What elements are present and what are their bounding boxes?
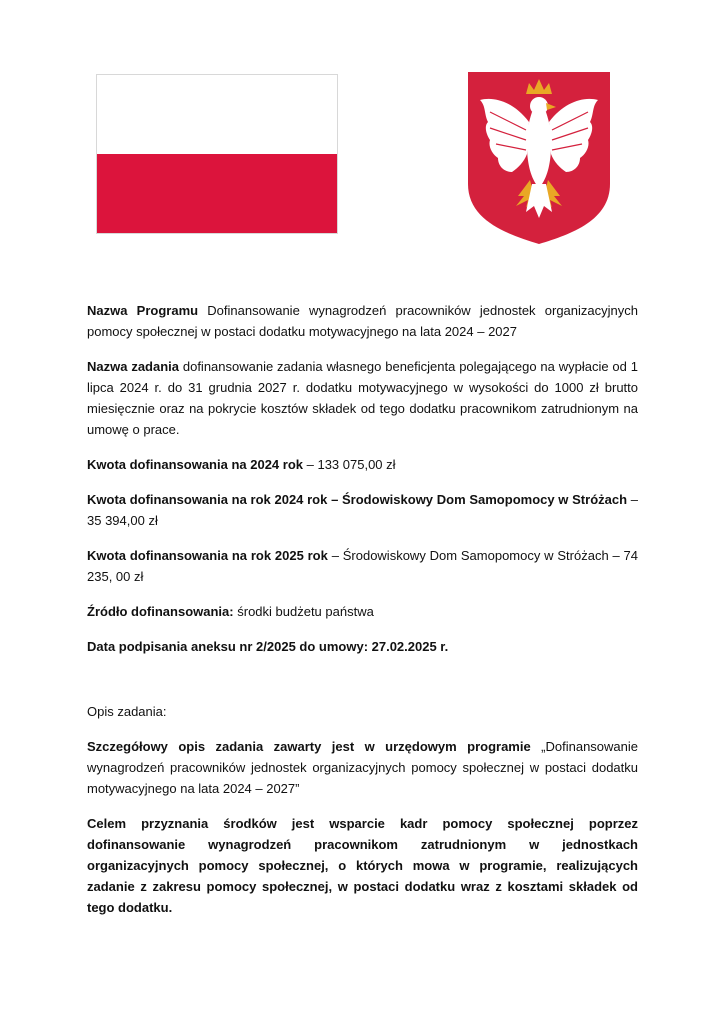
funding-source-paragraph	[87, 601, 638, 622]
funding-2025-sds-paragraph	[87, 545, 638, 587]
task-name-label: Nazwa zadania	[87, 359, 179, 374]
annex-date-paragraph	[87, 636, 638, 657]
funding-2024-sds-label: Kwota dofinansowania na rok 2024 rok – Środowiskowy Dom Samopomocy w Stróżach	[87, 492, 628, 507]
flag-red-stripe	[97, 154, 337, 233]
document-body	[87, 300, 638, 932]
annex-date: Data podpisania aneksu nr 2/2025 do umowy: 27.02.2025 r.	[87, 639, 449, 654]
funding-2025-sds-label: Kwota dofinansowania na rok 2025 rok	[87, 548, 328, 563]
description-goal: Celem przyznania środków jest wsparcie kadr pomocy społecznej poprzez dofinansowanie wynagrodzeń pracownikom zatrudnionym w jednostkach organizacyjnych pomocy społecznej, o których mowa w programie, realizujących zadanie z zakresu pomocy społecznej, w postaci dodatku wraz z kosztami składek od tego dodatku.	[87, 816, 638, 915]
polish-eagle-emblem-icon	[468, 72, 610, 244]
funding-2024-sds-paragraph	[87, 489, 638, 531]
program-name-paragraph	[87, 300, 638, 342]
program-name-value: Dofinansowanie wynagrodzeń pracowników jednostek organizacyjnych pomocy społecznej w postaci dodatku motywacyjnego na lata 2024 – 2027	[87, 303, 638, 339]
program-name-label: Nazwa Programu	[87, 303, 199, 318]
funding-2024-value: – 133 075,00 zł	[306, 457, 396, 472]
funding-2025-sds-value: – Środowiskowy Dom Samopomocy w Stróżach – 74 235, 00 zł	[87, 548, 639, 584]
task-name-paragraph	[87, 356, 638, 440]
description-detail-label: Szczegółowy opis zadania zawarty jest w urzędowym programie	[87, 739, 531, 754]
funding-2024-label: Kwota dofinansowania na 2024 rok	[87, 457, 303, 472]
task-name-value: dofinansowanie zadania własnego beneficjenta polegającego na wypłacie od 1 lipca 2024 r. do 31 grudnia 2027 r. dodatku motywacyjnego w wysokości do 1000 zł brutto miesięcznie oraz na pokrycie kosztów składek od tego dodatku pracownikom zatrudnionym na umowę o prace.	[87, 359, 638, 437]
description-heading: Opis zadania:	[87, 704, 167, 719]
funding-source-label: Źródło dofinansowania:	[87, 604, 234, 619]
funding-source-value: środki budżetu państwa	[237, 604, 374, 619]
description-detail-value: „Dofinansowanie wynagrodzeń pracowników jednostek organizacyjnych pomocy społecznej w postaci dodatku motywacyjnego na lata 2024 – 2027”	[87, 739, 638, 796]
description-goal-paragraph	[87, 813, 638, 918]
funding-2024-paragraph	[87, 454, 638, 475]
funding-2024-sds-value: – 35 394,00 zł	[87, 492, 638, 528]
description-detail-paragraph	[87, 736, 638, 799]
flag-white-stripe	[97, 75, 337, 154]
polish-flag-icon	[96, 74, 338, 234]
